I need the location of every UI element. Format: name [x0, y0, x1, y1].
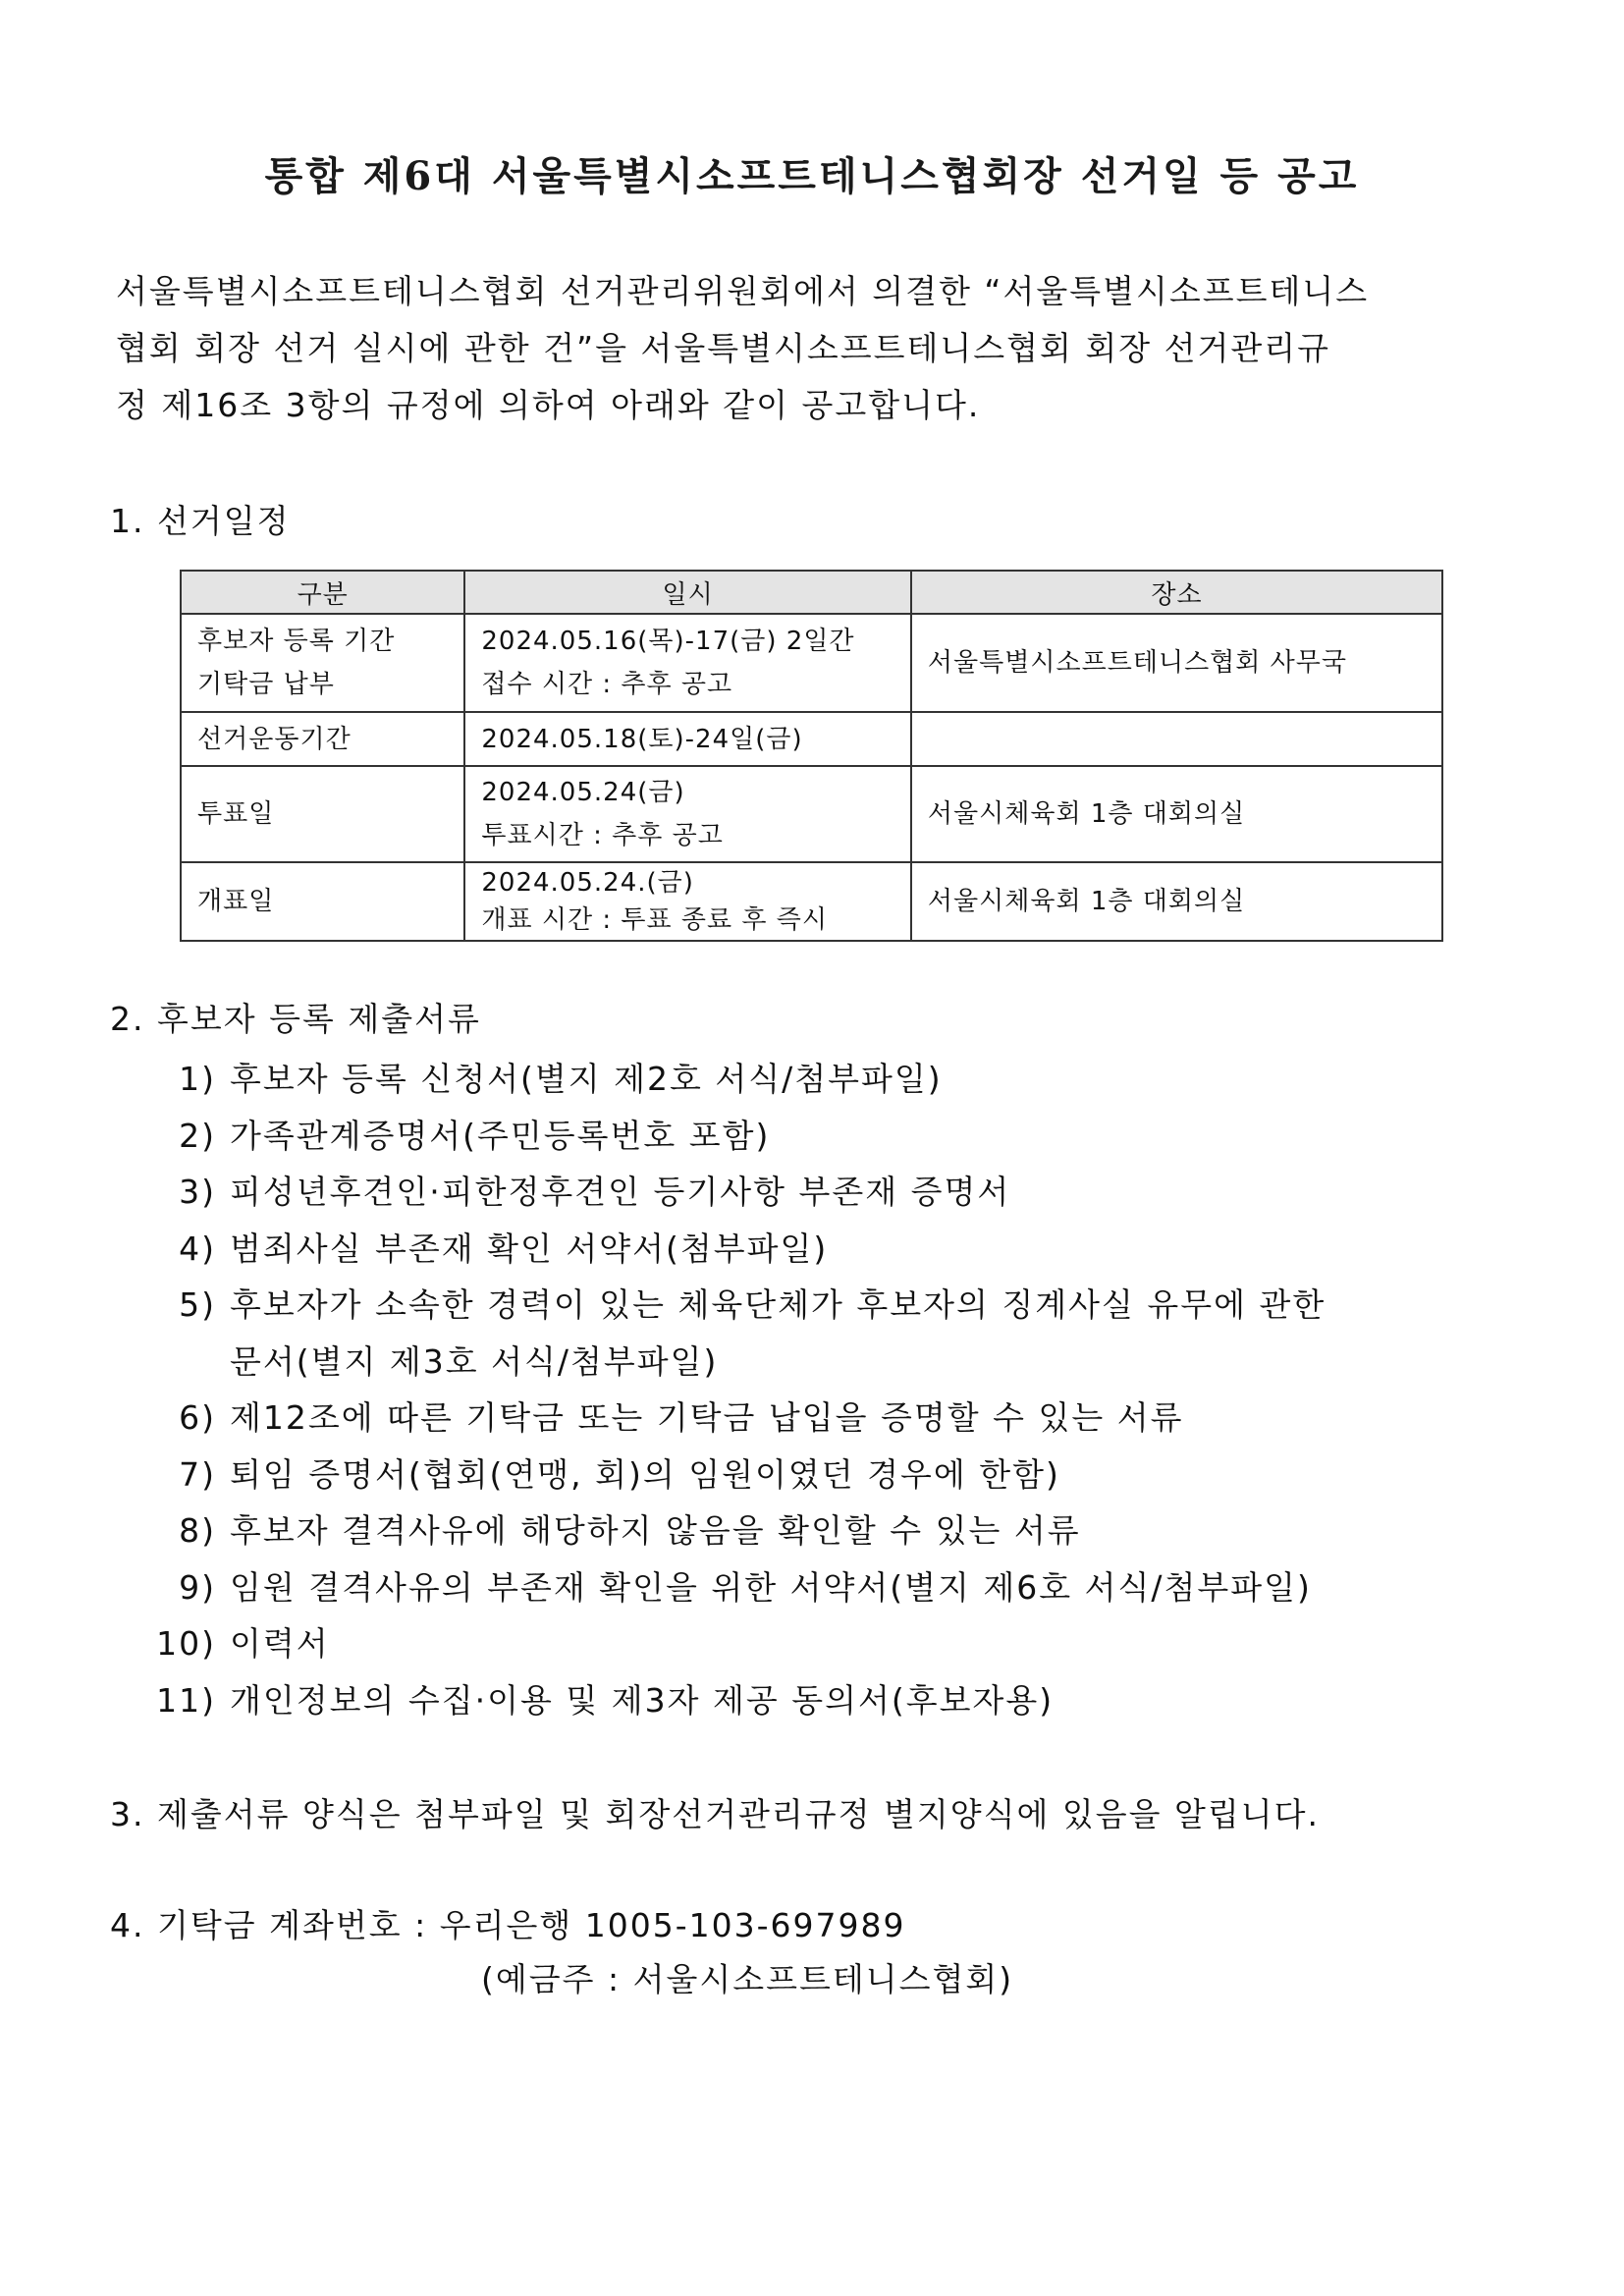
item-number: 4)	[179, 1229, 216, 1268]
item-text: 퇴임 증명서(협회(연맹, 회)의 임원이였던 경우에 한함)	[230, 1454, 1060, 1494]
cell-line: 개표 시간 : 투표 종료 후 즉시	[481, 905, 828, 935]
item-text: 후보자 결격사유에 해당하지 않음을 확인할 수 있는 서류	[230, 1511, 1081, 1550]
cell-line: 투표일	[197, 799, 275, 829]
section2-heading: 2. 후보자 등록 제출서류	[110, 1000, 481, 1038]
cell-line: 접수 시간 : 추후 공고	[481, 670, 733, 699]
item-text: 가족관계증명서(주민등록번호 포함)	[230, 1116, 771, 1155]
item-text: 이력서	[230, 1624, 330, 1663]
table-row	[181, 862, 1442, 941]
list-item	[147, 1277, 1326, 1390]
section3-text: 3. 제출서류 양식은 첨부파일 및 회장선거관리규정 별지양식에 있음을 알립니다.	[110, 1795, 1320, 1833]
item-number: 8)	[179, 1511, 216, 1550]
table-row	[181, 712, 1442, 766]
item-text: 개인정보의 수집·이용 및 제3자 제공 동의서(후보자용)	[230, 1680, 1055, 1720]
datetime-cell	[464, 614, 911, 712]
section4-text: 4. 기탁금 계좌번호 : 우리은행 1005-103-697989	[110, 1906, 906, 1944]
account-holder: (예금주 : 서울시소프트테니스협회)	[481, 1960, 1014, 1998]
item-number: 1)	[179, 1060, 216, 1098]
intro-line: 서울특별시소프트테니스협회 선거관리위원회에서 의결한 “서울특별시소프트테니스	[116, 272, 1370, 310]
item-text-block	[230, 1277, 1326, 1390]
item-text: 제12조에 따른 기탁금 또는 기탁금 납입을 증명할 수 있는 서류	[230, 1398, 1184, 1437]
place-cell	[911, 614, 1442, 712]
cell-line: 2024.05.18(토)-24일(금)	[481, 724, 803, 754]
item-text: 후보자가 소속한 경력이 있는 체육단체가 후보자의 징계사실 유무에 관한	[230, 1285, 1326, 1324]
cell-line: 2024.05.16(목)-17(금) 2일간	[481, 627, 855, 656]
list-item	[147, 1615, 1326, 1672]
item-number: 3)	[179, 1173, 216, 1211]
item-number: 7)	[179, 1454, 216, 1494]
table-row	[181, 766, 1442, 862]
list-item	[147, 1051, 1326, 1108]
cell-line: 선거운동기간	[197, 724, 352, 754]
list-item	[147, 1390, 1326, 1447]
cell-line: 서울시체육회 1층 대회의실	[927, 887, 1246, 916]
intro-line: 협회 회장 선거 실시에 관한 건”을 서울특별시소프트테니스협회 회장 선거관리규	[116, 329, 1330, 367]
schedule-table	[180, 570, 1443, 942]
place-cell	[911, 766, 1442, 862]
list-item	[147, 1108, 1326, 1165]
list-item	[147, 1221, 1326, 1278]
item-number: 9)	[179, 1567, 216, 1607]
intro-line: 정 제16조 3항의 규정에 의하여 아래와 같이 공고합니다.	[116, 386, 981, 424]
datetime-cell	[464, 766, 911, 862]
document-title: 통합 제6대 서울특별시소프트테니스협회장 선거일 등 공고	[264, 153, 1360, 199]
table-row	[181, 614, 1442, 712]
list-item	[147, 1672, 1326, 1729]
item-number: 11)	[156, 1680, 216, 1720]
category-cell	[181, 862, 464, 941]
list-item	[147, 1503, 1326, 1559]
cell-line: 기탁금 납부	[197, 670, 335, 699]
item-number: 10)	[156, 1624, 216, 1663]
cell-line: 후보자 등록 기간	[197, 627, 396, 656]
list-item	[147, 1447, 1326, 1503]
section1-heading: 1. 선거일정	[110, 502, 291, 540]
item-number: 6)	[179, 1398, 216, 1437]
cell-line: 투표시간 : 추후 공고	[481, 821, 724, 850]
intro-paragraph	[116, 263, 1490, 434]
item-text: 피성년후견인·피한정후견인 등기사항 부존재 증명서	[230, 1173, 1011, 1211]
list-item	[147, 1559, 1326, 1616]
category-cell	[181, 614, 464, 712]
cell-line: 서울시체육회 1층 대회의실	[927, 799, 1246, 829]
column-header: 장소	[911, 571, 1442, 614]
datetime-cell	[464, 712, 911, 766]
item-text: 문서(별지 제3호 서식/첨부파일)	[230, 1341, 719, 1381]
datetime-cell	[464, 862, 911, 941]
column-header: 구분	[181, 571, 464, 614]
document-list	[147, 1051, 1326, 1728]
category-cell	[181, 766, 464, 862]
item-number: 2)	[179, 1116, 216, 1155]
item-text: 범죄사실 부존재 확인 서약서(첨부파일)	[230, 1229, 829, 1268]
item-number: 5)	[179, 1285, 216, 1324]
cell-line: 서울특별시소프트테니스협회 사무국	[927, 648, 1348, 678]
cell-line: 개표일	[197, 887, 275, 916]
item-text: 임원 결격사유의 부존재 확인을 위한 서약서(별지 제6호 서식/첨부파일)	[230, 1567, 1312, 1607]
place-cell	[911, 862, 1442, 941]
category-cell	[181, 712, 464, 766]
cell-line: 2024.05.24.(금)	[481, 868, 694, 898]
cell-line: 2024.05.24(금)	[481, 778, 685, 807]
place-cell	[911, 712, 1442, 766]
column-header: 일시	[464, 571, 911, 614]
item-text: 후보자 등록 신청서(별지 제2호 서식/첨부파일)	[230, 1060, 943, 1098]
table-header-row	[181, 571, 1442, 614]
list-item	[147, 1164, 1326, 1221]
